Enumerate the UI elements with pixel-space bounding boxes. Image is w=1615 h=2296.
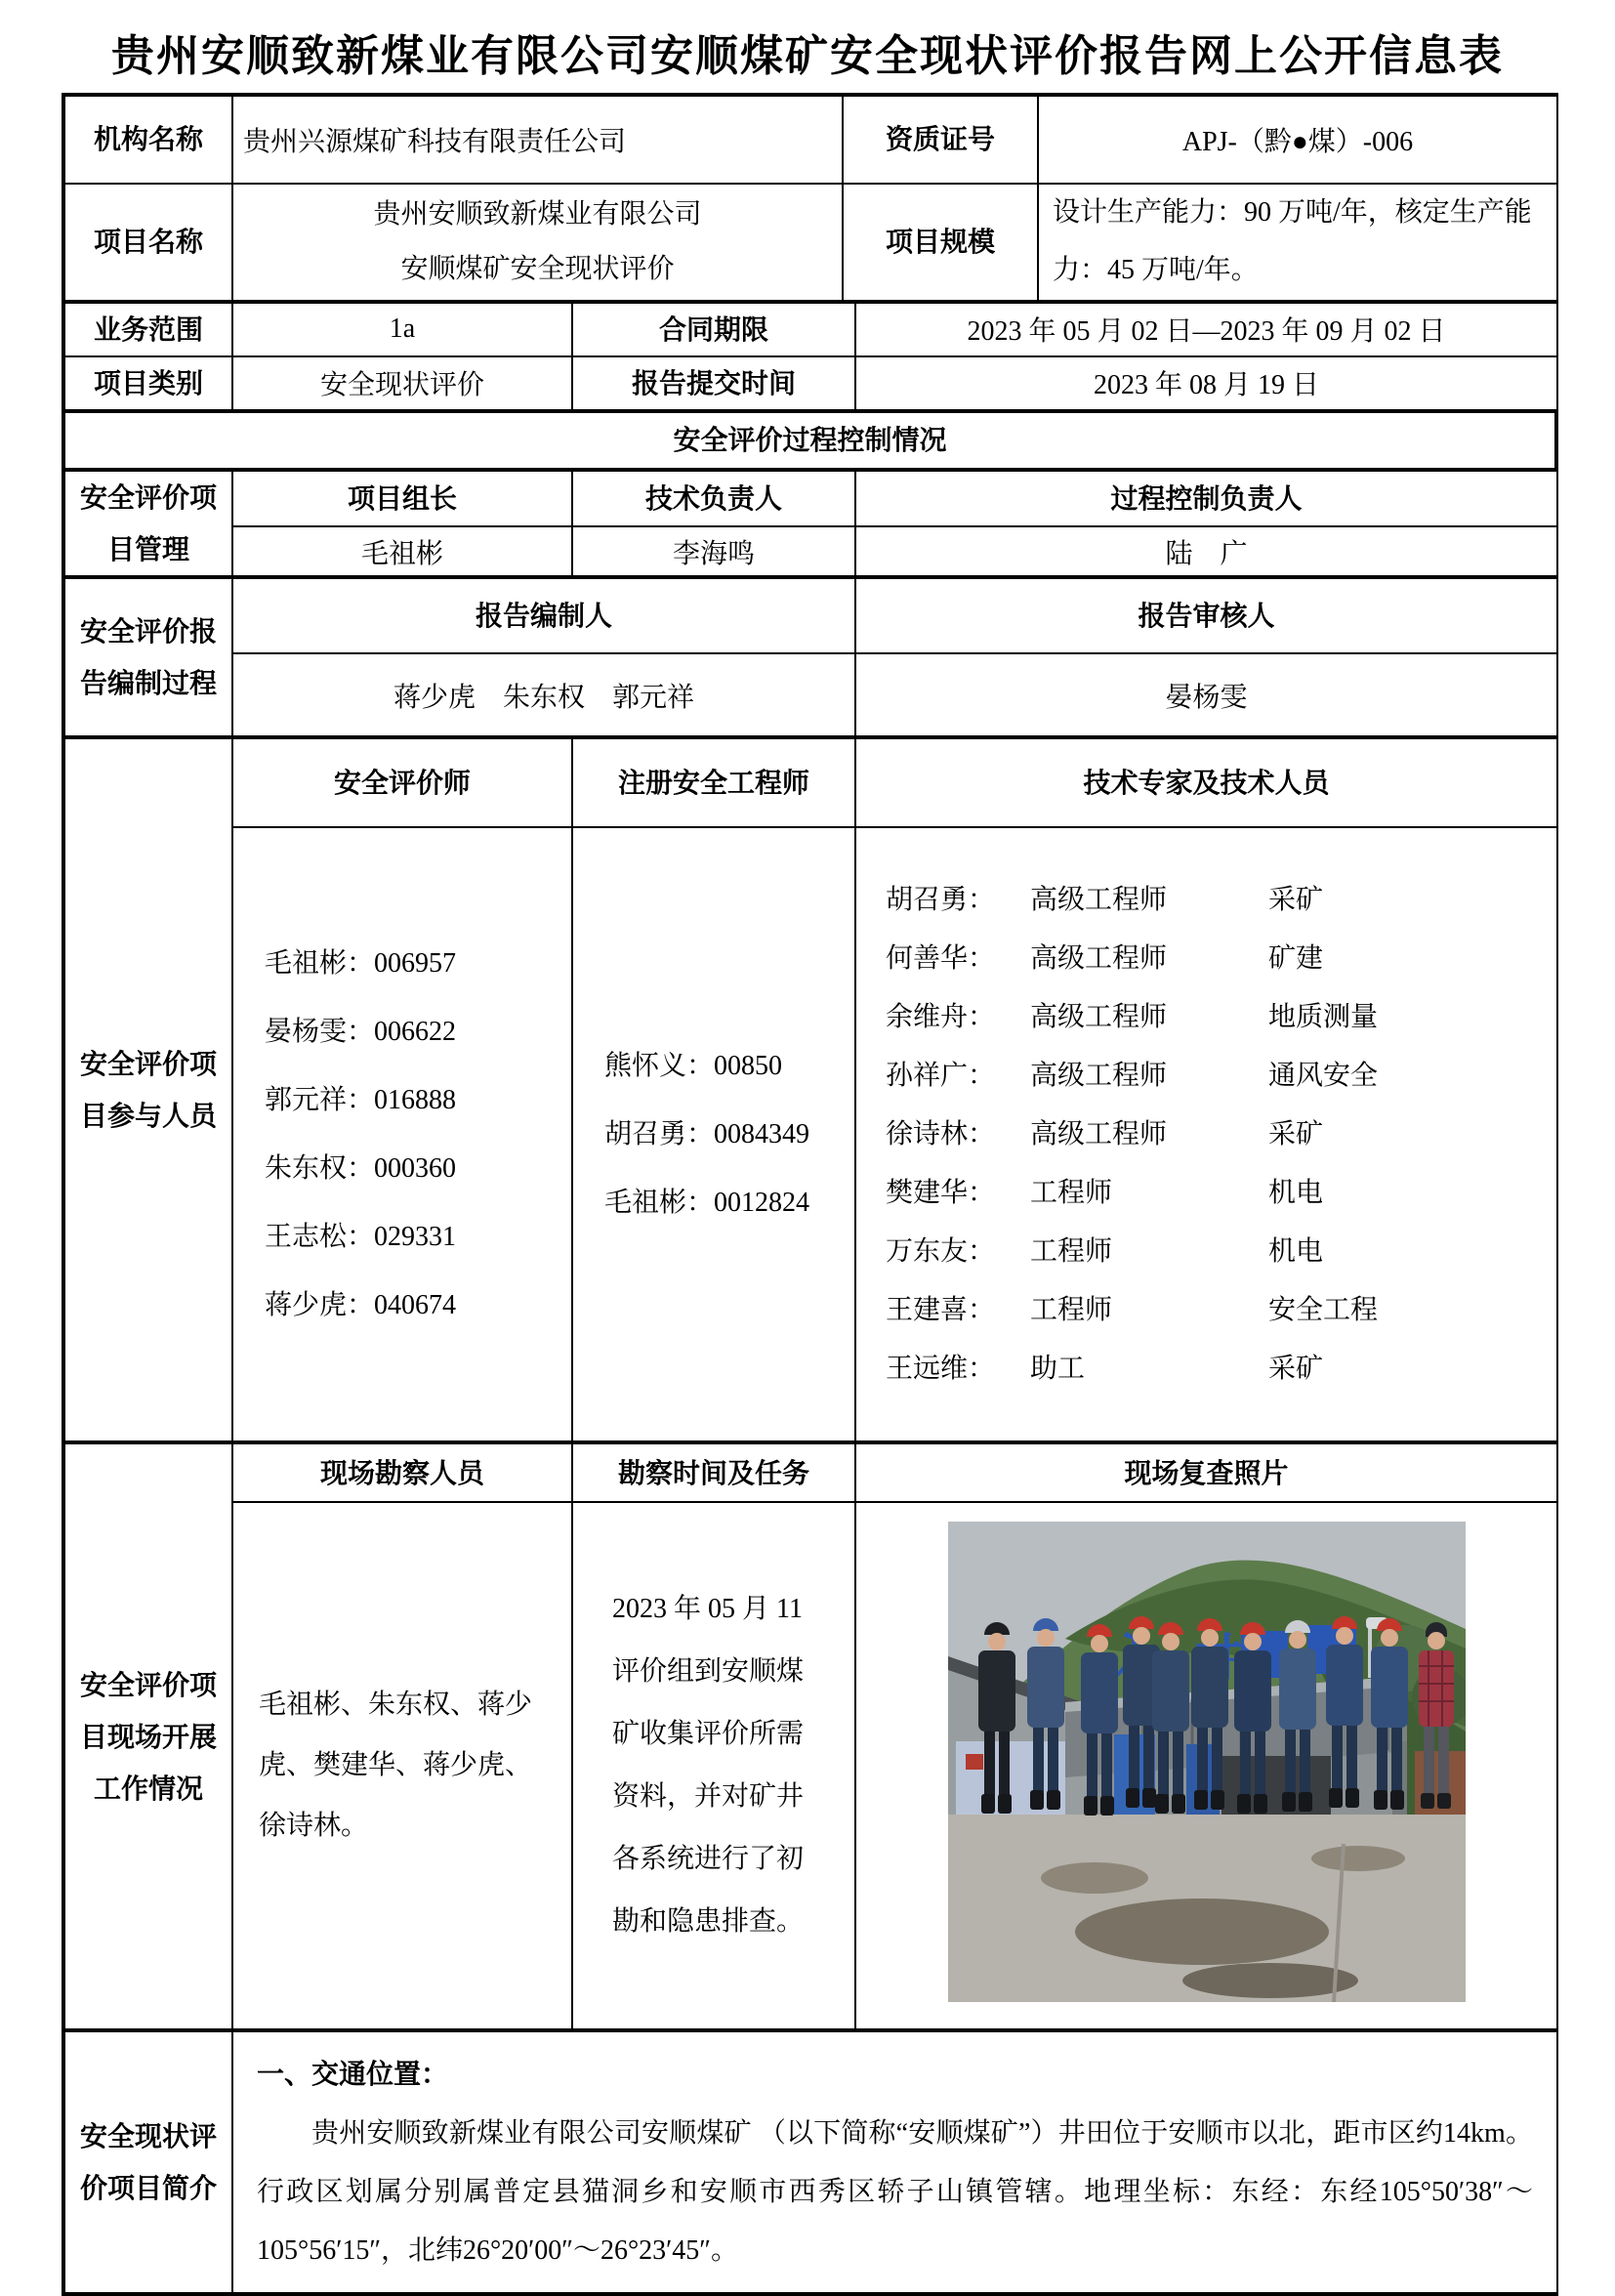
site-photo-label: 现场复查照片 bbox=[855, 1443, 1557, 1502]
expert-title: 高级工程师 bbox=[1030, 942, 1168, 974]
list-item: 熊怀义：00850 bbox=[604, 1050, 783, 1081]
list-item bbox=[886, 1340, 1547, 1398]
expert-field: 安全工程 bbox=[1268, 1294, 1379, 1325]
tech-lead-label: 技术负责人 bbox=[572, 471, 855, 526]
table-row bbox=[64, 1443, 1557, 1502]
project-name-value bbox=[232, 184, 843, 301]
expert-title: 高级工程师 bbox=[1030, 1118, 1168, 1149]
engineers-list-cell bbox=[572, 827, 855, 1441]
team-leader-value: 毛祖彬 bbox=[232, 526, 572, 576]
report-reviewer-label: 报告审核人 bbox=[855, 578, 1557, 653]
list-item bbox=[886, 1281, 1547, 1340]
band-basic-top bbox=[63, 95, 1558, 302]
project-name-label: 项目名称 bbox=[64, 184, 232, 301]
expert-name: 王建喜： bbox=[886, 1294, 996, 1325]
band-process-header bbox=[63, 411, 1556, 470]
survey-task-value: 2023 年 05 月 11 评价组到安顺煤矿收集评价所需资料，并对矿井各系统进行了初勘和隐患排查。 bbox=[572, 1502, 855, 2029]
management-row-label: 安全评价项目管理 bbox=[64, 471, 232, 576]
evaluators-list-cell bbox=[232, 827, 572, 1441]
surveyors-value: 毛祖彬、朱东权、蒋少虎、樊建华、蒋少虎、徐诗林。 bbox=[232, 1502, 572, 2029]
site-review-photo bbox=[948, 1522, 1466, 2002]
table-row bbox=[64, 827, 1557, 1441]
evaluators-label: 安全评价师 bbox=[232, 738, 572, 827]
list-item: 毛祖彬：006957 bbox=[265, 947, 457, 979]
compilation-row-label: 安全评价报告编制过程 bbox=[64, 578, 232, 736]
org-name-value: 贵州兴源煤矿科技有限责任公司 bbox=[232, 96, 843, 184]
band-management bbox=[63, 470, 1558, 577]
list-item bbox=[886, 1106, 1547, 1164]
list-item bbox=[886, 1164, 1547, 1223]
intro-heading: 一、交通位置： bbox=[257, 2059, 449, 2090]
org-name-label: 机构名称 bbox=[64, 96, 232, 184]
table-row bbox=[64, 738, 1557, 827]
list-item: 胡召勇：0084349 bbox=[604, 1118, 810, 1149]
biz-scope-value: 1a bbox=[232, 303, 572, 356]
intro-content bbox=[232, 2031, 1557, 2293]
expert-field: 矿建 bbox=[1268, 942, 1324, 974]
expert-field: 机电 bbox=[1268, 1235, 1324, 1267]
survey-task-label: 勘察时间及任务 bbox=[572, 1443, 855, 1502]
expert-field: 采矿 bbox=[1268, 1118, 1324, 1149]
expert-name: 余维舟： bbox=[886, 1001, 996, 1032]
project-scale-value: 设计生产能力：90 万吨/年，核定生产能力：45 万吨/年。 bbox=[1038, 184, 1557, 301]
list-item bbox=[886, 1223, 1547, 1281]
table-row bbox=[64, 2031, 1557, 2293]
list-item: 晏杨雯：006622 bbox=[265, 1016, 457, 1047]
engineers-list bbox=[583, 1032, 845, 1237]
project-name-line1: 贵州安顺致新煤业有限公司 bbox=[373, 198, 702, 230]
expert-title: 高级工程师 bbox=[1030, 1001, 1168, 1032]
sitework-row-label: 安全评价项目现场开展工作情况 bbox=[64, 1443, 232, 2029]
band-intro bbox=[63, 2030, 1558, 2294]
expert-title: 工程师 bbox=[1030, 1235, 1113, 1267]
process-lead-value: 陆 广 bbox=[855, 526, 1557, 576]
table-row bbox=[64, 412, 1555, 469]
project-type-value: 安全现状评价 bbox=[232, 356, 572, 410]
process-control-section-title: 安全评价过程控制情况 bbox=[64, 412, 1555, 469]
intro-paragraph: 贵州安顺致新煤业有限公司安顺煤矿 （以下简称“安顺煤矿”）井田位于安顺市以北，距市区约14km。行政区划属分别属普定县猫洞乡和安顺市西秀区轿子山镇管辖。地理坐标：东经：东经105°50′38″～105°56′15″，北纬26°20′00″～26°23′45″。 bbox=[257, 2118, 1533, 2267]
page-title: 贵州安顺致新煤业有限公司安顺煤矿安全现状评价报告网上公开信息表 bbox=[111, 32, 1504, 80]
expert-name: 王远维： bbox=[886, 1353, 996, 1384]
expert-name: 徐诗林： bbox=[886, 1118, 996, 1149]
band-basic-bottom bbox=[63, 302, 1558, 411]
list-item: 蒋少虎：040674 bbox=[265, 1289, 457, 1320]
cert-no-label: 资质证号 bbox=[843, 96, 1038, 184]
table-row bbox=[64, 578, 1557, 653]
report-writers-label: 报告编制人 bbox=[232, 578, 855, 653]
table-row bbox=[64, 96, 1557, 184]
submit-time-label: 报告提交时间 bbox=[572, 356, 855, 410]
surveyors-label: 现场勘察人员 bbox=[232, 1443, 572, 1502]
site-photo-cell bbox=[855, 1502, 1557, 2029]
table-row bbox=[64, 303, 1557, 356]
participants-row-label: 安全评价项目参与人员 bbox=[64, 738, 232, 1441]
expert-title: 高级工程师 bbox=[1030, 1060, 1168, 1091]
list-item: 毛祖彬：0012824 bbox=[604, 1187, 810, 1218]
cert-no-value: APJ-（黔●煤）-006 bbox=[1038, 96, 1557, 184]
band-compilation bbox=[63, 577, 1558, 737]
band-sitework bbox=[63, 1442, 1558, 2030]
info-table bbox=[62, 93, 1558, 2296]
expert-name: 胡召勇： bbox=[886, 884, 996, 915]
list-item bbox=[886, 871, 1547, 930]
project-scale-label: 项目规模 bbox=[843, 184, 1038, 301]
expert-name: 万东友： bbox=[886, 1235, 996, 1267]
evaluators-list bbox=[243, 930, 561, 1340]
table-row bbox=[64, 1502, 1557, 2029]
biz-scope-label: 业务范围 bbox=[64, 303, 232, 356]
expert-title: 工程师 bbox=[1030, 1177, 1113, 1208]
expert-field: 通风安全 bbox=[1268, 1060, 1379, 1091]
team-leader-label: 项目组长 bbox=[232, 471, 572, 526]
expert-title: 工程师 bbox=[1030, 1294, 1113, 1325]
table-row bbox=[64, 653, 1557, 736]
table-row bbox=[64, 356, 1557, 410]
expert-title: 高级工程师 bbox=[1030, 884, 1168, 915]
report-reviewer-value: 晏杨雯 bbox=[855, 653, 1557, 736]
table-row bbox=[64, 526, 1557, 576]
expert-name: 何善华： bbox=[886, 942, 996, 974]
tech-lead-value: 李海鸣 bbox=[572, 526, 855, 576]
list-item bbox=[886, 988, 1547, 1047]
contract-term-value: 2023 年 05 月 02 日—2023 年 09 月 02 日 bbox=[855, 303, 1557, 356]
expert-field: 机电 bbox=[1268, 1177, 1324, 1208]
expert-field: 采矿 bbox=[1268, 884, 1324, 915]
list-item: 郭元祥：016888 bbox=[265, 1084, 457, 1115]
experts-list bbox=[866, 871, 1547, 1398]
project-type-label: 项目类别 bbox=[64, 356, 232, 410]
list-item bbox=[886, 930, 1547, 988]
table-row bbox=[64, 184, 1557, 301]
site-photo-illustration bbox=[948, 1522, 1466, 2002]
process-lead-label: 过程控制负责人 bbox=[855, 471, 1557, 526]
expert-name: 樊建华： bbox=[886, 1177, 996, 1208]
submit-time-value: 2023 年 08 月 19 日 bbox=[855, 356, 1557, 410]
list-item: 王志松：029331 bbox=[265, 1221, 457, 1252]
contract-term-label: 合同期限 bbox=[572, 303, 855, 356]
project-name-line2: 安顺煤矿安全现状评价 bbox=[400, 253, 675, 284]
band-participants bbox=[63, 737, 1558, 1442]
expert-field: 地质测量 bbox=[1268, 1001, 1379, 1032]
expert-title: 助工 bbox=[1030, 1353, 1086, 1384]
table-row bbox=[64, 471, 1557, 526]
expert-field: 采矿 bbox=[1268, 1353, 1324, 1384]
list-item: 朱东权：000360 bbox=[265, 1152, 457, 1184]
engineers-label: 注册安全工程师 bbox=[572, 738, 855, 827]
report-writers-value: 蒋少虎 朱东权 郭元祥 bbox=[232, 653, 855, 736]
expert-name: 孙祥广： bbox=[886, 1060, 996, 1091]
intro-row-label: 安全现状评价项目简介 bbox=[64, 2031, 232, 2293]
experts-list-cell bbox=[855, 827, 1557, 1441]
list-item bbox=[886, 1047, 1547, 1106]
experts-label: 技术专家及技术人员 bbox=[855, 738, 1557, 827]
